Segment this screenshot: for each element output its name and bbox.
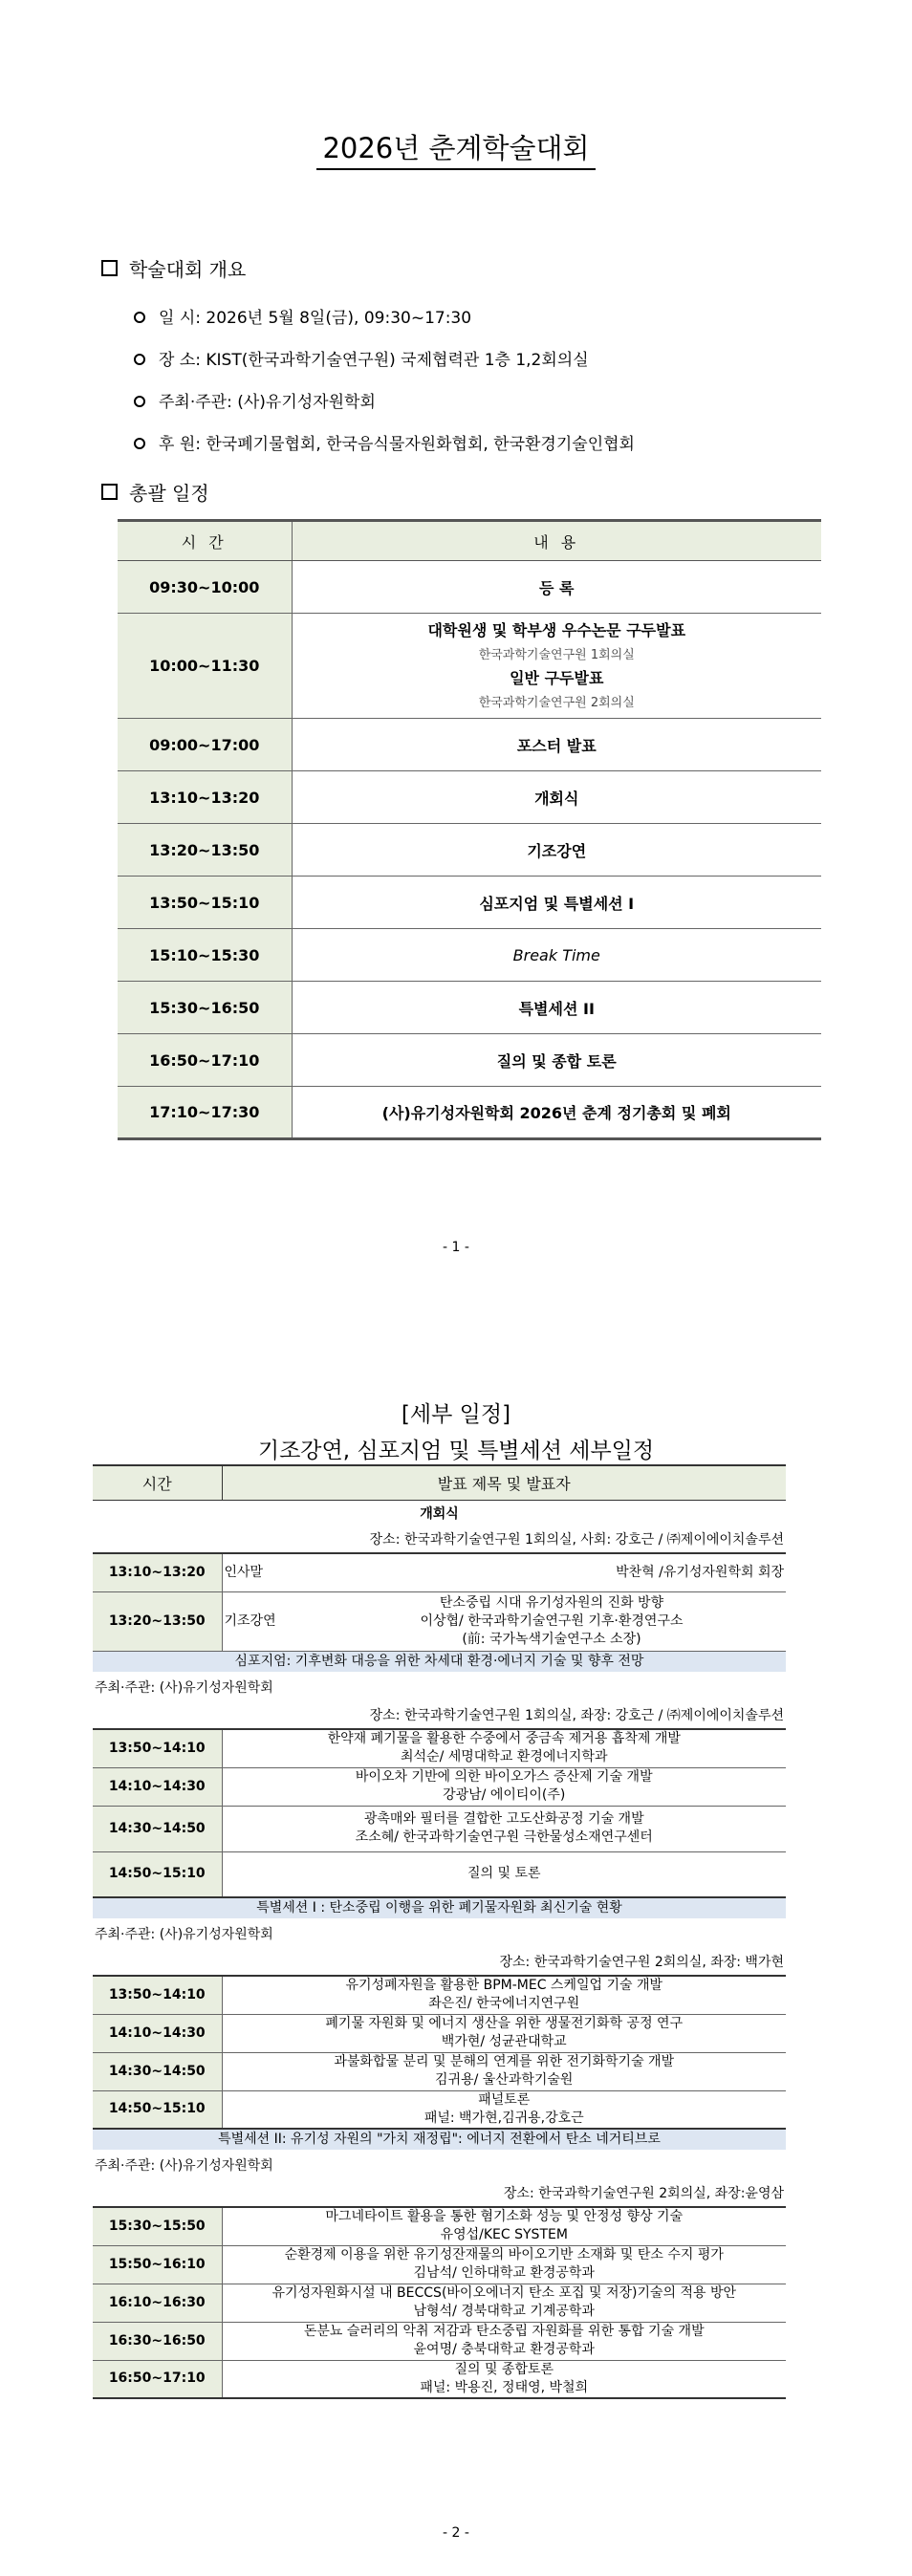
table-row: 13:10~13:20 인사말 박찬혁 /유기성자원학회 회장	[93, 1553, 786, 1591]
circle-bullet-icon	[134, 438, 145, 449]
info-date: 일 시: 2026년 5월 8일(금), 09:30~17:30	[134, 304, 471, 328]
info-venue: 장 소: KIST(한국과학기술연구원) 국제협력관 1층 1,2회의실	[134, 346, 589, 370]
table-row: 14:10~14:30 바이오차 기반에 의한 바이오가스 증산제 기술 개발 강광남/ 에이티이(주)	[93, 1767, 786, 1806]
symposium-title: 심포지엄: 기후변화 대응을 위한 차세대 환경·에너지 기술 및 향후 전망	[93, 1651, 786, 1672]
table-row: 09:00~17:00 포스터 발표	[118, 719, 821, 771]
table-row: 13:50~14:10 유기성폐자원을 활용한 BPM-MEC 스케일업 기술 개발 좌은진/ 한국에너지연구원	[93, 1976, 786, 2014]
symposium-organizer: 주최·주관: (사)유기성자원학회	[95, 1679, 273, 1696]
info-sponsor: 후 원: 한국폐기물협회, 한국음식물자원화협회, 한국환경기술인협회	[134, 430, 635, 454]
table-row: 09:30~10:00 등 록	[118, 561, 821, 614]
square-bullet-icon	[101, 260, 118, 276]
detail-schedule-table	[93, 1464, 786, 2399]
opening-location: 장소: 한국과학기술연구원 1회의실, 사회: 강호근 / ㈜제이에이치솔루션	[93, 1528, 786, 1553]
overall-schedule-table	[118, 519, 821, 1140]
table-row: 16:50~17:10 질의 및 종합토론 패널: 박용진, 정태영, 박철희	[93, 2360, 786, 2398]
detail-heading: [세부 일정]	[401, 1402, 511, 1427]
table-row: 13:20~13:50 기조강연 탄소중립 시대 유기성자원의 진화 방향 이상협/ 한국과학기술연구원 기후·환경연구소 (前: 국가녹색기술연구소 소장)	[93, 1591, 786, 1651]
table-row: 13:50~14:10 한약재 폐기물을 활용한 수중에서 중금속 제거용 흡착제 개발 최석순/ 세명대학교 환경에너지학과	[93, 1729, 786, 1767]
page-2	[0, 1288, 912, 2576]
table-row: 14:50~15:10 질의 및 토론	[93, 1851, 786, 1897]
special2-location: 장소: 한국과학기술연구원 2회의실, 좌장:윤영삼	[93, 2182, 786, 2207]
table-row: 15:50~16:10 순환경제 이용을 위한 유기성잔재물의 바이오기반 소재화 및 탄소 수지 평가 김남석/ 인하대학교 환경공학과	[93, 2245, 786, 2284]
header-time: 시 간	[118, 521, 292, 561]
special2-organizer: 주최·주관: (사)유기성자원학회	[95, 2157, 273, 2174]
table-row: 14:10~14:30 폐기물 자원화 및 에너지 생산을 위한 생물전기화학 공정 연구 백가현/ 성균관대학교	[93, 2014, 786, 2052]
table-row: 16:30~16:50 돈분뇨 슬러리의 악취 저감과 탄소중립 자원화를 위한 통합 기술 개발 윤여명/ 충북대학교 환경공학과	[93, 2322, 786, 2360]
table-row: 15:10~15:30 Break Time	[118, 929, 821, 982]
table-row: 16:50~17:10 질의 및 종합 토론	[118, 1034, 821, 1087]
detail-subheading: 기조강연, 심포지엄 및 특별세션 세부일정	[257, 1439, 655, 1463]
page-number: - 1 -	[443, 1240, 469, 1255]
table-row: 16:10~16:30 유기성자원화시설 내 BECCS(바이오에너지 탄소 포집 및 저장)기술의 적용 방안 남형석/ 경북대학교 기계공학과	[93, 2284, 786, 2322]
circle-bullet-icon	[134, 312, 145, 323]
special1-location: 장소: 한국과학기술연구원 2회의실, 좌장: 백가현	[93, 1951, 786, 1976]
circle-bullet-icon	[134, 354, 145, 365]
page-number: - 2 -	[443, 2525, 469, 2541]
table-row: 13:10~13:20 개회식	[118, 771, 821, 824]
overview-heading: 학술대회 개요	[101, 254, 246, 282]
square-bullet-icon	[101, 484, 118, 500]
table-row: 15:30~15:50 마그네타이트 활용을 통한 혐기소화 성능 및 안정성 향상 기술 유영섭/KEC SYSTEM	[93, 2207, 786, 2245]
page-title: 2026년 춘계학술대회	[0, 127, 912, 166]
circle-bullet-icon	[134, 396, 145, 407]
table-row: 14:50~15:10 패널토론 패널: 백가현,김귀용,강호근	[93, 2090, 786, 2129]
special2-title: 특별세션 II: 유기성 자원의 "가치 재정립": 에너지 전환에서 탄소 네거티브로	[93, 2129, 786, 2150]
symposium-location: 장소: 한국과학기술연구원 1회의실, 좌장: 강호근 / ㈜제이에이치솔루션	[93, 1704, 786, 1729]
table-row: 13:20~13:50 기조강연	[118, 824, 821, 877]
table-row: 13:50~15:10 심포지엄 및 특별세션 I	[118, 877, 821, 929]
info-host: 주최·주관: (사)유기성자원학회	[134, 388, 376, 412]
table-row: 10:00~11:30 대학원생 및 학부생 우수논문 구두발표 한국과학기술연구원 1회의실 일반 구두발표 한국과학기술연구원 2회의실	[118, 614, 821, 719]
header-content: 발표 제목 및 발표자	[222, 1465, 786, 1500]
schedule-heading: 총괄 일정	[101, 478, 209, 506]
table-row: 15:30~16:50 특별세션 II	[118, 982, 821, 1034]
special1-organizer: 주최·주관: (사)유기성자원학회	[95, 1926, 273, 1942]
special1-title: 특별세션 I : 탄소중립 이행을 위한 폐기물자원화 최신기술 현황	[93, 1897, 786, 1918]
header-time: 시간	[93, 1465, 222, 1500]
table-row: 17:10~17:30 (사)유기성자원학회 2026년 춘계 정기총회 및 폐회	[118, 1087, 821, 1139]
table-row: 14:30~14:50 과불화합물 분리 및 분해의 연계를 위한 전기화학기술 개발 김귀용/ 울산과학기술원	[93, 2052, 786, 2090]
header-content: 내 용	[292, 521, 821, 561]
opening-title: 개회식	[420, 1505, 459, 1522]
table-row: 14:30~14:50 광촉매와 필터를 결합한 고도산화공정 기술 개발 조소혜/ 한국과학기술연구원 극한물성소재연구센터	[93, 1806, 786, 1851]
